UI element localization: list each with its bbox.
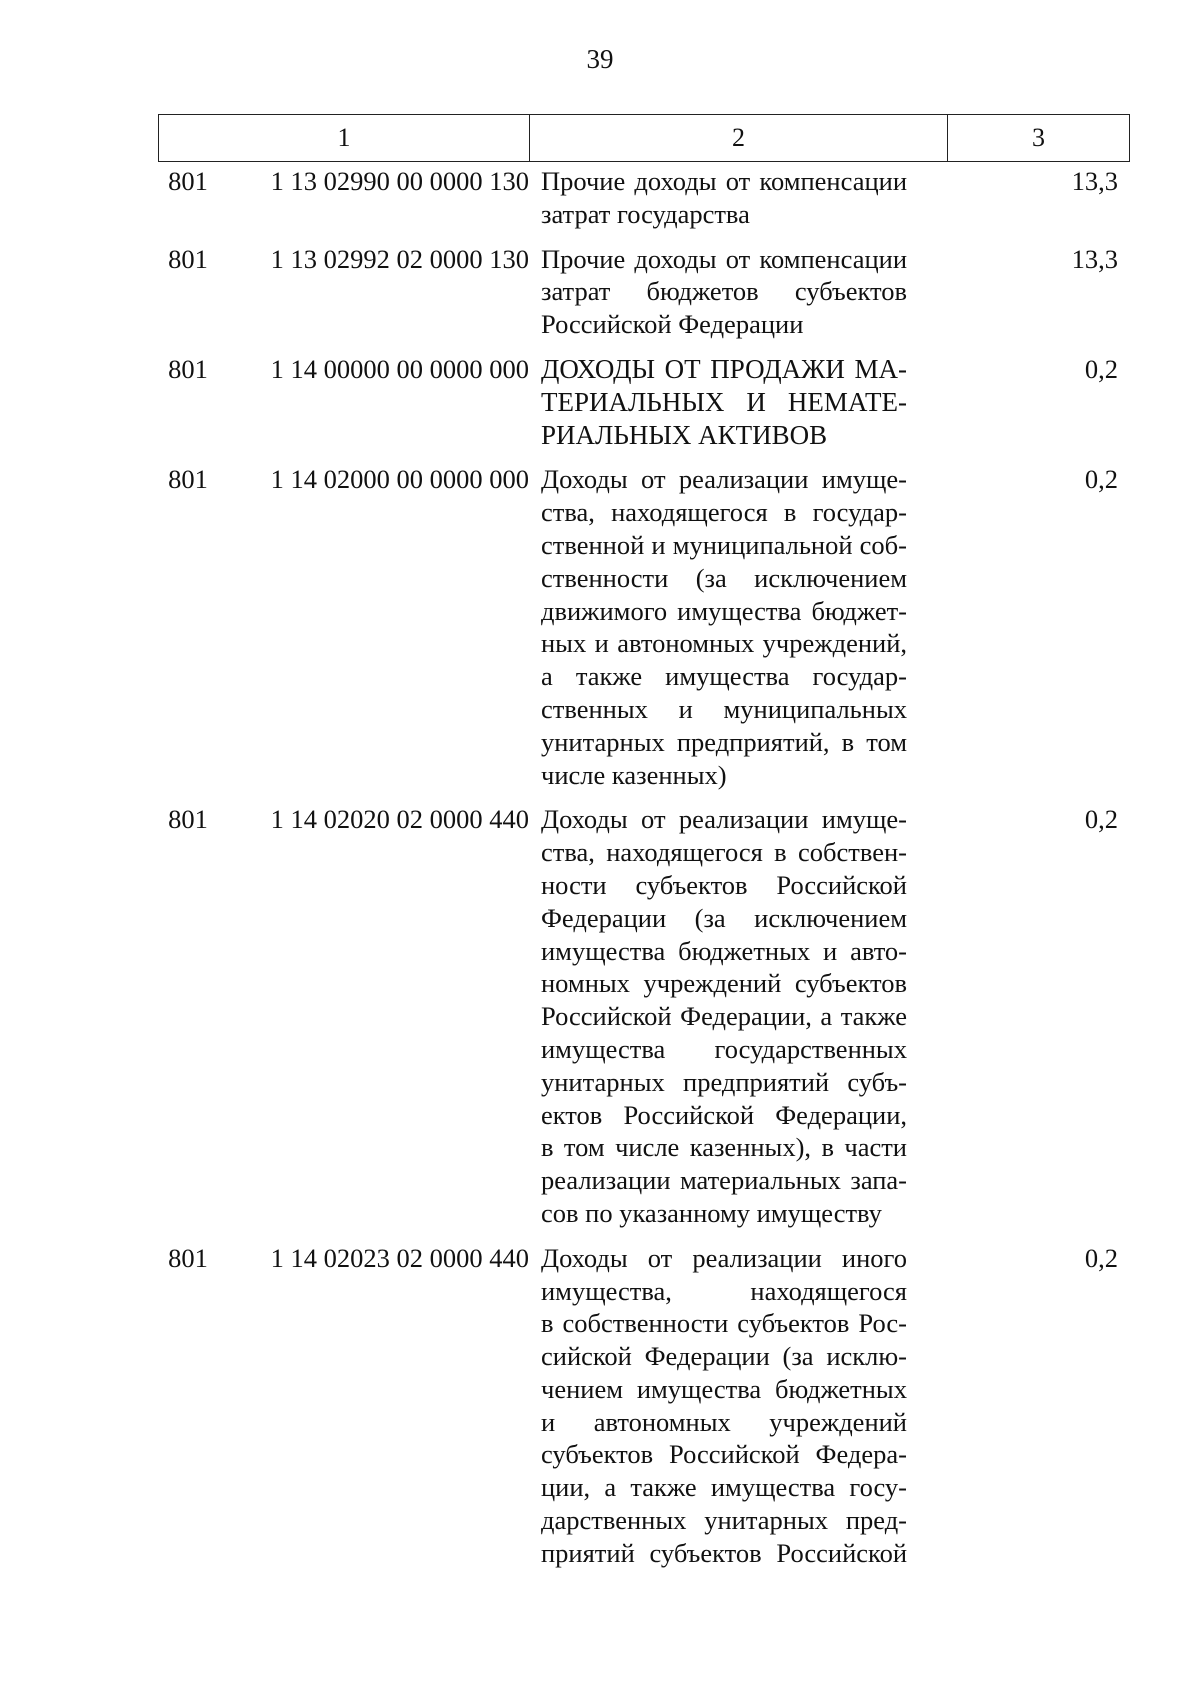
budget-code-cell: 1 14 02000 00 0000 000 [270,464,529,495]
table-header [158,114,1130,162]
income-name-line: Доходы от реализации имуще- [541,804,907,835]
table-row [158,1242,1130,1570]
income-name-line: номных учреждений субъектов [541,968,907,999]
table-row [158,165,1130,231]
income-name-line: затрат государства [541,198,750,229]
amount-cell: 0,2 [1084,804,1118,835]
table-row [158,803,1130,1229]
income-name-line: ственных и муниципальных [541,693,907,724]
table-body [158,165,1130,1582]
income-name-line: ТЕРИАЛЬНЫХ И НЕМАТЕ- [541,386,907,417]
income-name-cell [529,463,947,791]
amount-cell: 0,2 [1084,464,1118,495]
table-row [158,463,1130,791]
admin-code-cell: 801 [168,353,208,384]
budget-code-cell: 1 14 02023 02 0000 440 [270,1242,529,1273]
income-name-line: ДОХОДЫ ОТ ПРОДАЖИ МА- [541,353,907,384]
page-number: 39 [586,44,614,74]
income-name-line: сов по указанному имуществу [541,1197,882,1228]
income-name-line: РИАЛЬНЫХ АКТИВОВ [541,419,828,450]
income-name-line: ектов Российской Федерации, [541,1099,907,1130]
admin-code-cell: 801 [168,804,208,835]
income-name-cell [529,1242,947,1570]
income-name-line: имущества государственных [541,1033,907,1064]
income-name-line: Федерации (за исключением [541,902,907,933]
income-name-cell [529,803,947,1229]
income-name-line: Российской Федерации, а также [541,1001,907,1032]
amount-cell: 0,2 [1084,1242,1118,1273]
admin-code-cell: 801 [168,1242,208,1273]
income-name-line: ных и автономных учреждений, [541,628,907,659]
income-name-line: движимого имущества бюджет- [541,595,907,626]
income-name-line: а также имущества государ- [541,661,907,692]
income-name-line: ственности (за исключением [541,562,907,593]
table-row [158,243,1130,341]
table-header-col3: 3 [1032,123,1045,152]
income-name-cell [529,353,947,451]
income-name-line: Доходы от реализации имуще- [541,464,907,495]
amount-cell: 13,3 [1071,166,1118,196]
table-header-col1: 1 [159,115,530,161]
income-name-line: унитарных предприятий субъ- [541,1066,907,1097]
admin-code-cell: 801 [168,243,208,274]
income-name-line: ства, находящегося в государ- [541,497,907,528]
table-row [158,353,1130,451]
income-name-line: реализации материальных запа- [541,1165,907,1196]
income-name-line: имущества, находящегося [541,1275,907,1306]
income-name-line: ции, а также имущества госу- [541,1472,907,1503]
income-name-cell [529,165,947,231]
amount-cell: 0,2 [1084,353,1118,384]
income-name-line: Российской Федерации [541,309,804,340]
income-name-cell [529,243,947,341]
income-name-line: Прочие доходы от компенсации [541,166,907,196]
budget-code-cell: 1 13 02992 02 0000 130 [270,243,529,274]
income-name-line: сийской Федерации (за исклю- [541,1341,907,1372]
income-name-line: субъектов Российской Федера- [541,1439,907,1470]
admin-code-cell: 801 [168,166,208,196]
income-name-line: Доходы от реализации иного [541,1242,907,1273]
income-name-line: и автономных учреждений [541,1406,907,1437]
income-name-line: дарственных унитарных пред- [541,1505,907,1536]
income-name-line: числе казенных) [541,759,727,790]
income-name-line: Прочие доходы от компенсации [541,243,907,274]
income-name-line: чением имущества бюджетных [541,1373,907,1404]
income-name-line: имущества бюджетных и авто- [541,935,907,966]
budget-code-cell: 1 14 00000 00 0000 000 [270,353,529,384]
income-name-line: ственной и муниципальной соб- [541,529,907,560]
budget-code-cell: 1 14 02020 02 0000 440 [270,804,529,835]
income-name-line: ности субъектов Российской [541,869,907,900]
income-name-line: в собственности субъектов Рос- [541,1308,907,1339]
income-name-line: унитарных предприятий, в том [541,726,907,757]
income-name-line: ства, находящегося в собствен- [541,837,907,868]
table-header-col2: 2 [530,115,948,161]
budget-code-cell: 1 13 02990 00 0000 130 [270,166,529,196]
income-name-line: затрат бюджетов субъектов [541,276,907,307]
amount-cell: 13,3 [1071,243,1118,274]
income-name-line: в том числе казенных), в части [541,1132,907,1163]
admin-code-cell: 801 [168,464,208,495]
income-name-line: приятий субъектов Российской [541,1537,907,1568]
